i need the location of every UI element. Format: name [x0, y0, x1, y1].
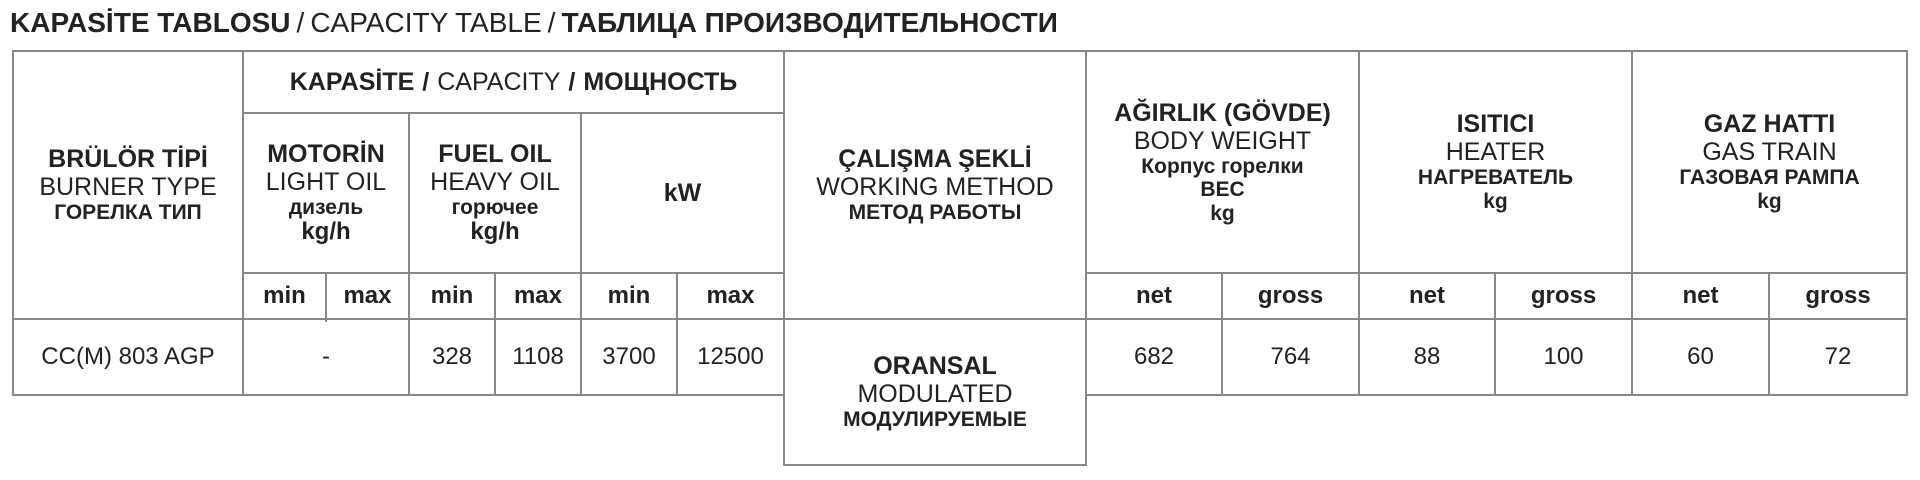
header-burner-type: BRÜLÖR TİPİ BURNER TYPE ГОРЕЛКА ТИП: [39, 145, 217, 225]
grid-line: [12, 394, 783, 396]
subheader-kw-max: max: [706, 281, 755, 309]
header-heavy-oil: FUEL OIL HEAVY OIL горючее kg/h: [430, 139, 560, 246]
table-row-light-oil: -: [322, 342, 330, 370]
subheader-heater-net: net: [1409, 281, 1445, 309]
header-gas-train: GAZ HATTI GAS TRAIN ГАЗОВАЯ РАМПА kg: [1679, 110, 1860, 213]
table-row-heavy-oil-max: 1108: [512, 342, 564, 370]
subheader-gas-net: net: [1682, 281, 1719, 309]
subheader-light-oil-max: max: [343, 281, 392, 309]
subheader-light-oil-min: min: [263, 281, 306, 309]
subheader-heavy-oil-max: max: [513, 281, 563, 309]
header-heater: ISITICI HEATER НАГРЕВАТЕЛЬ kg: [1417, 110, 1574, 213]
table-row-kw-min: 3700: [602, 342, 656, 370]
grid-line: [1906, 50, 1908, 396]
title-en: CAPACITY TABLE: [310, 7, 542, 38]
header-working-method: ÇALIŞMA ŞEKLİ WORKING METHOD МЕТОД РАБОТЫ: [816, 145, 1054, 225]
table-row-body-gross: 764: [1270, 342, 1311, 370]
header-light-oil: MOTORİN LIGHT OIL дизель kg/h: [265, 139, 387, 246]
table-row-heavy-oil-min: 328: [431, 342, 473, 370]
grid-line: [1085, 394, 1908, 396]
header-capacity: KAPASİTE / CAPACITY / МОЩНОСТЬ: [289, 68, 738, 96]
subheader-heater-gross: gross: [1530, 281, 1597, 309]
subheader-kw-min: min: [607, 281, 651, 309]
header-kw: kW: [663, 179, 702, 207]
subheader-gas-gross: gross: [1805, 281, 1871, 309]
table-row-body-net: 682: [1133, 342, 1175, 370]
table-row-heater-net: 88: [1413, 342, 1441, 370]
table-row-burner: CC(M) 803 AGP: [41, 342, 215, 370]
table-row-kw-max: 12500: [697, 342, 764, 370]
subheader-heavy-oil-min: min: [430, 281, 474, 309]
title-tr: KAPASİTE TABLOSU: [10, 7, 291, 38]
table-row-heater-gross: 100: [1543, 342, 1584, 370]
page-title: KAPASİTE TABLOSU / CAPACITY TABLE / ТАБЛИЦА ПРОИЗВОДИТЕЛЬНОСТИ: [10, 7, 1058, 38]
header-body-weight: AĞIRLIK (GÖVDE) BODY WEIGHT Корпус горелки ВЕС kg: [1114, 98, 1331, 225]
table-row-gas-net: 60: [1687, 342, 1714, 370]
title-ru: ТАБЛИЦА ПРОИЗВОДИТЕЛЬНОСТИ: [561, 7, 1058, 38]
table-row-gas-gross: 72: [1824, 342, 1852, 370]
table-row-working-method: ORANSAL MODULATED МОДУЛИРУЕМЫЕ: [843, 352, 1027, 432]
subheader-body-net: net: [1136, 281, 1172, 309]
subheader-body-gross: gross: [1257, 281, 1324, 309]
grid-line: [783, 464, 1085, 466]
